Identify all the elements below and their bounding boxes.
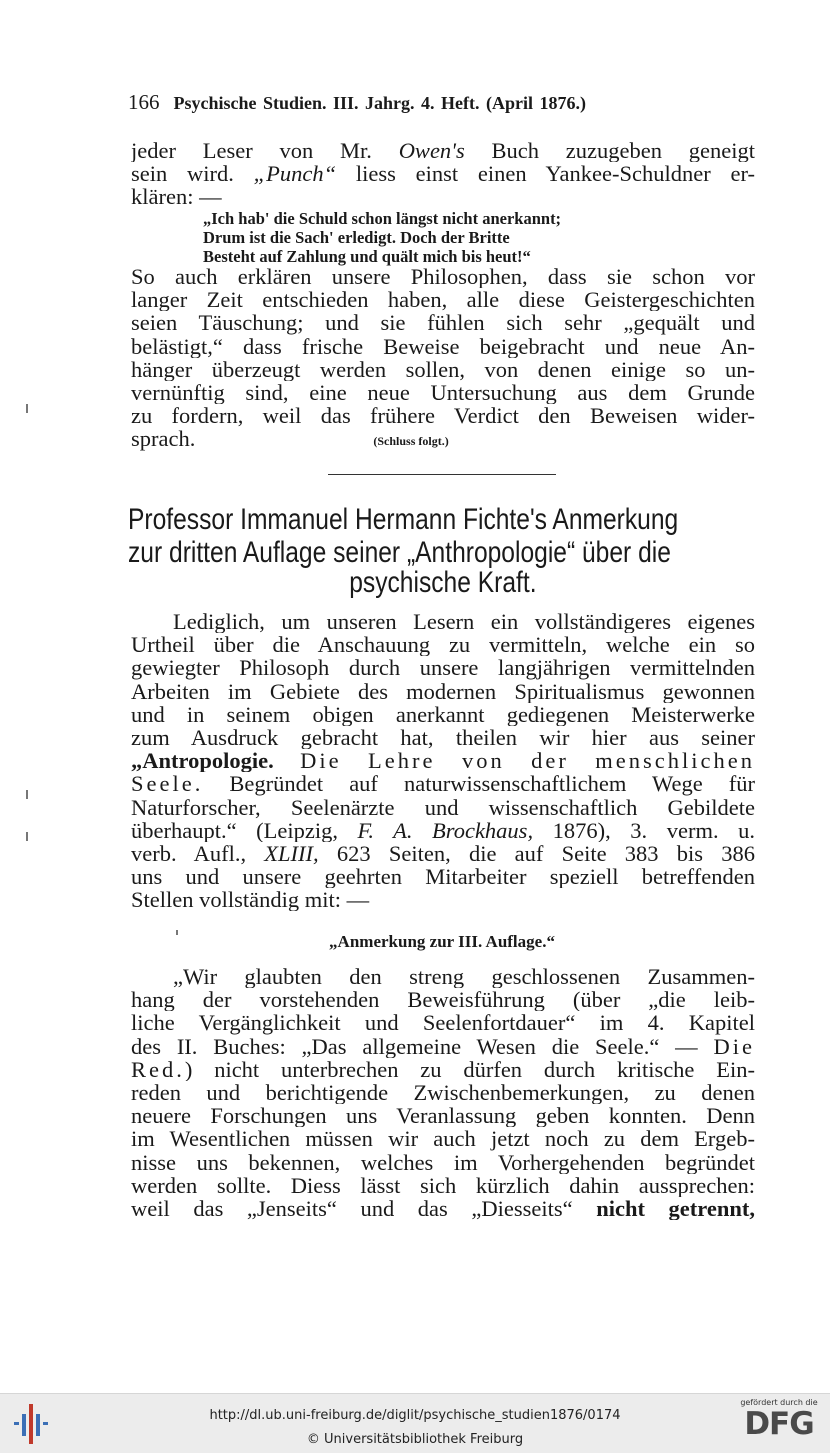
verse-line: Besteht auf Zahlung und quält mich bis heut!“ [203,247,531,266]
article-title-line-3: psychische Kraft. [349,566,537,599]
text-line: Seele. Begründet auf naturwissenschaftlichem Wege für [131,772,755,796]
schluss-note: (Schluss folgt.) [373,433,449,448]
text-line: verb. Aufl., XLIII, 623 Seiten, die auf Seite 383 bis 386 [131,841,755,866]
text-line: reden und berichtigende Zwischenbemerkungen, zu denen [131,1080,755,1105]
text-line: „Wir glaubten den streng geschlossenen Zusammen- [173,965,755,989]
copyright-notice: © Universitätsbibliothek Freiburg [306,1432,524,1447]
running-title: Psychische Studien. III. Jahrg. 4. Heft. (April 1876.) [173,93,587,113]
text-line: seien Täuschung; und sie fühlen sich sehr „gequält und [131,311,755,335]
text-line: Stellen vollständig mit: — [131,888,370,912]
text-line: belästigt,“ dass frische Beweise beigebracht und neue An- [131,334,755,358]
text-line: sprach. (Schluss folgt.) [131,427,449,451]
text-line: vernünftig sind, eine neue Untersuchung aus dem Grunde [131,380,755,405]
document-url[interactable]: http://dl.ub.uni-freiburg.de/diglit/psychische_studien1876/0174 [209,1408,621,1423]
viewer-footer [0,1393,830,1453]
verse-line: Drum ist die Sach' erledigt. Doch der Britte [203,228,510,247]
running-head [128,90,758,115]
dfg-funding-note: gefördert durch die [740,1398,818,1407]
text-line: werden sollte. Diess lässt sich kürzlich dahin aussprechen: [131,1173,755,1197]
paragraph-philosophers [131,265,755,451]
text-line: im Wesentlichen müssen wir auch jetzt noch zu dem Ergeb- [131,1127,755,1151]
text-line: Naturforscher, Seelenärzte und wissenschaftlich Gebildete [131,795,755,819]
margin-mark [26,404,28,413]
text-line: des II. Buches: „Das allgemeine Wesen die Seele.“ — Die [131,1034,755,1058]
text-line: langer Zeit entschieden haben, alle diese Geistergeschichten [131,288,755,312]
text-line: hänger überzeugt werden sollen, von denen einige so un- [131,357,755,381]
margin-mark [26,832,28,841]
text-line: und in seinem obigen anerkannt gediegenen Meisterwerke [131,702,755,726]
text-line: zu fordern, weil das frühere Verdict den Beweisen wider- [131,404,755,428]
margin-mark [26,790,28,799]
article-title-line-1: Professor Immanuel Hermann Fichte's Anmerkung [128,503,679,536]
text-line: gewiegter Philosoph durch unsere langjährigen vermittelnden [131,656,755,680]
text-line: Lediglich, um unseren Lesern ein vollständigeres eigenes [173,610,755,634]
text-line: zum Ausdruck gebracht hat, theilen wir hier aus seiner [131,725,755,750]
text-line: jeder Leser von Mr. Owen's Buch zuzugeben geneigt [131,139,755,163]
subheading: „Anmerkung zur III. Auflage.“ [329,932,555,951]
dfg-logo-text: DFG [744,1406,814,1442]
text-line: klären: — [131,185,222,209]
text-line: Arbeiten im Gebiete des modernen Spiritualismus gewonnen [131,679,755,703]
margin-mark [176,930,178,935]
article-title-line-2: zur dritten Auflage seiner „Anthropologie“ über die [128,536,671,569]
text-line: So auch erklären unsere Philosophen, dass sie schon vor [131,265,755,289]
text-line: „Antropologie. Die Lehre von der menschlichen [131,749,755,773]
text-line: nisse uns bekennen, welches im Vorhergehenden begründet [131,1150,755,1174]
text-line: überhaupt.“ (Leipzig, F. A. Brockhaus, 1876), 3. verm. u. [131,818,755,842]
text-line: sein wird. „Punch“ liess einst einen Yankee-Schuldner er- [131,162,755,186]
section-divider [328,474,556,475]
page-number: 166 [128,90,160,114]
verse-quote [203,209,673,266]
text-line: neuere Forschungen uns Veranlassung geben konnten. Denn [131,1104,755,1128]
text-line: liche Vergänglichkeit und Seelenfortdauer“ im 4. Kapitel [131,1011,755,1035]
text-line: hang der vorstehenden Beweisführung (über „die leib- [131,988,755,1012]
paragraph-lediglich [131,610,755,911]
text-line: uns und unsere geehrten Mitarbeiter speziell betreffenden [131,865,755,889]
paragraph-intro [131,139,755,209]
verse-line: „Ich hab' die Schuld schon längst nicht anerkannt; [203,209,562,228]
paragraph-anmerkung [131,965,755,1220]
text-line: Urtheil über die Anschauung zu vermitteln, welche ein so [131,633,755,657]
text-line: weil das „Jenseits“ und das „Diesseits“ nicht getrennt, [131,1196,755,1221]
dfg-logo [736,1398,822,1450]
text-line: Red.) nicht unterbrechen zu dürfen durch kritische Ein- [131,1057,755,1081]
